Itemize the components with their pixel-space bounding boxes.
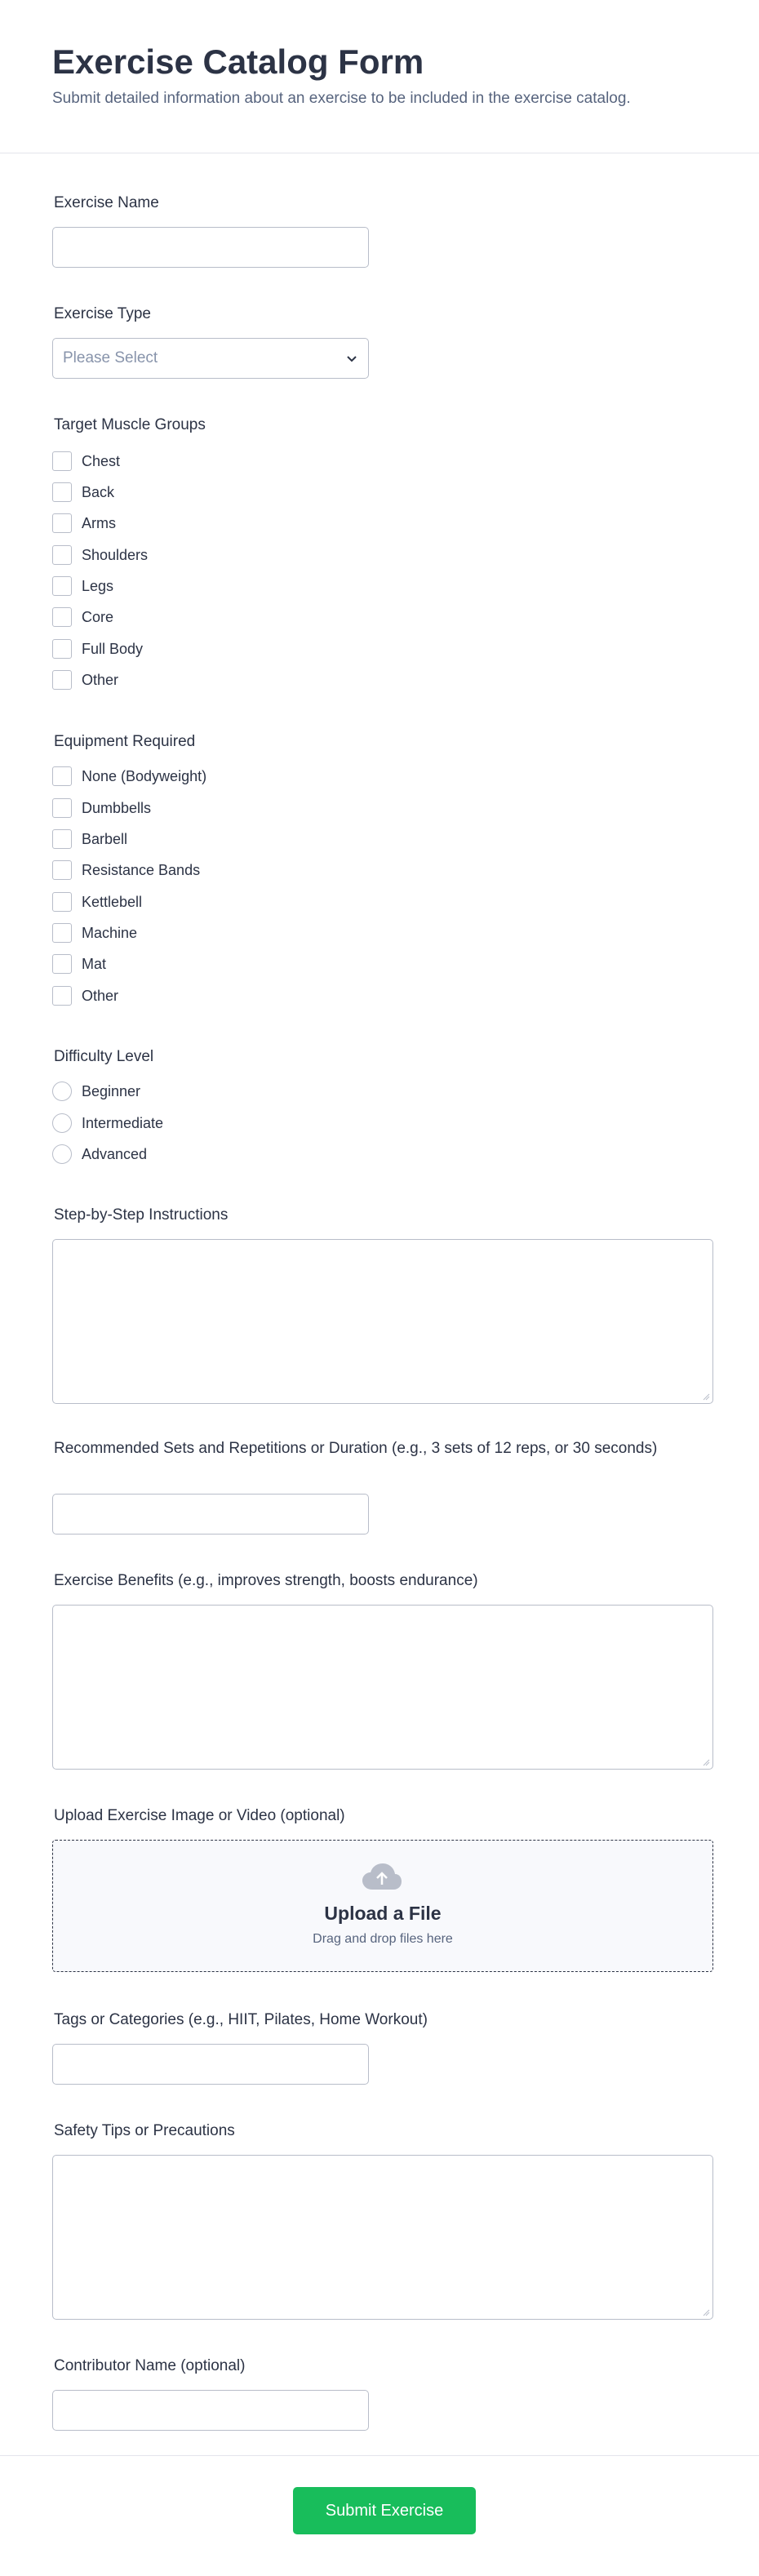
tags-label: Tags or Categories (e.g., HIIT, Pilates, Home Workout) <box>54 2011 428 2028</box>
checkbox[interactable] <box>52 639 72 659</box>
checkbox-option[interactable] <box>52 575 113 597</box>
page-subtitle: Submit detailed information about an exercise to be included in the exercise catalog. <box>52 90 631 107</box>
page-title: Exercise Catalog Form <box>52 42 424 81</box>
cloud-upload-icon <box>361 1862 403 1891</box>
exercise-name-input[interactable] <box>52 227 369 268</box>
radio-label: Beginner <box>82 1082 141 1099</box>
checkbox[interactable] <box>52 798 72 818</box>
field-benefits <box>54 1570 715 1592</box>
resize-grip-icon[interactable] <box>702 1392 710 1401</box>
checkbox-label: None (Bodyweight) <box>82 767 207 784</box>
checkbox-option[interactable] <box>52 544 148 566</box>
checkbox-label: Kettlebell <box>82 893 143 910</box>
checkbox[interactable] <box>52 829 72 849</box>
radio-option[interactable] <box>52 1144 147 1165</box>
safety-label: Safety Tips or Precautions <box>54 2122 235 2139</box>
submit-button[interactable]: Submit Exercise <box>293 2487 476 2534</box>
radio-label: Advanced <box>82 1145 148 1162</box>
benefits-label: Exercise Benefits (e.g., improves strength, boosts endurance) <box>54 1572 478 1589</box>
checkbox[interactable] <box>52 766 72 786</box>
field-muscle-groups <box>54 415 715 688</box>
checkbox-option[interactable] <box>52 638 143 660</box>
checkbox[interactable] <box>52 923 72 943</box>
checkbox-label: Full Body <box>82 640 144 657</box>
checkbox-option[interactable] <box>52 922 137 944</box>
resize-grip-icon[interactable] <box>702 2308 710 2316</box>
field-equipment <box>54 731 715 1004</box>
instructions-label: Step-by-Step Instructions <box>54 1206 229 1224</box>
checkbox-option[interactable] <box>52 669 118 691</box>
field-safety <box>54 2121 715 2142</box>
checkbox[interactable] <box>52 607 72 627</box>
radio-option[interactable] <box>52 1081 140 1102</box>
field-instructions <box>54 1205 715 1226</box>
checkbox-label: Legs <box>82 577 114 594</box>
field-upload <box>54 1805 715 1946</box>
resize-grip-icon[interactable] <box>702 1758 710 1766</box>
contributor-label: Contributor Name (optional) <box>54 2357 246 2374</box>
field-sets-reps <box>54 1438 674 1459</box>
checkbox-option[interactable] <box>52 828 127 850</box>
checkbox-option[interactable] <box>52 985 118 1006</box>
checkbox[interactable] <box>52 892 72 912</box>
exercise-type-placeholder: Please Select <box>63 349 158 366</box>
upload-subtitle: Drag and drop files here <box>313 1932 453 1946</box>
checkbox-label: Chest <box>82 452 121 469</box>
tags-input[interactable] <box>52 2044 369 2085</box>
checkbox[interactable] <box>52 986 72 1006</box>
checkbox-option[interactable] <box>52 859 200 881</box>
checkbox[interactable] <box>52 670 72 690</box>
radio-button[interactable] <box>52 1081 72 1101</box>
checkbox-label: Back <box>82 483 115 500</box>
file-upload-dropzone[interactable] <box>52 1840 713 1972</box>
field-difficulty <box>54 1046 715 1162</box>
checkbox-option[interactable] <box>52 451 120 472</box>
contributor-input[interactable] <box>52 2390 369 2431</box>
radio-option[interactable] <box>52 1113 163 1134</box>
checkbox-label: Shoulders <box>82 546 149 563</box>
equipment-label: Equipment Required <box>54 733 196 750</box>
checkbox[interactable] <box>52 482 72 502</box>
field-exercise-type <box>54 304 715 366</box>
checkbox[interactable] <box>52 545 72 565</box>
field-exercise-name <box>54 193 715 214</box>
upload-title: Upload a File <box>324 1903 442 1924</box>
field-tags <box>54 2010 715 2031</box>
exercise-type-select[interactable] <box>52 338 369 379</box>
checkbox[interactable] <box>52 860 72 880</box>
checkbox-label: Other <box>82 671 119 688</box>
checkbox[interactable] <box>52 451 72 471</box>
instructions-textarea[interactable] <box>52 1239 713 1404</box>
checkbox[interactable] <box>52 954 72 974</box>
checkbox-option[interactable] <box>52 797 151 819</box>
checkbox-label: Core <box>82 608 114 625</box>
checkbox-option[interactable] <box>52 891 142 913</box>
sets-reps-input[interactable] <box>52 1494 369 1534</box>
checkbox-label: Barbell <box>82 830 128 847</box>
muscle-groups-label: Target Muscle Groups <box>54 416 206 433</box>
checkbox-option[interactable] <box>52 482 114 503</box>
checkbox-option[interactable] <box>52 766 206 787</box>
field-contributor <box>54 2356 715 2377</box>
form-footer <box>0 2455 759 2576</box>
sets-reps-label: Recommended Sets and Repetitions or Duration (e.g., 3 sets of 12 reps, or 30 seconds) <box>54 1440 658 1457</box>
radio-button[interactable] <box>52 1144 72 1164</box>
checkbox-label: Machine <box>82 924 138 941</box>
checkbox-label: Mat <box>82 955 107 972</box>
checkbox[interactable] <box>52 576 72 596</box>
benefits-textarea[interactable] <box>52 1605 713 1770</box>
safety-textarea[interactable] <box>52 2155 713 2320</box>
checkbox-option[interactable] <box>52 513 116 534</box>
checkbox-option[interactable] <box>52 606 113 628</box>
radio-label: Intermediate <box>82 1114 164 1131</box>
exercise-type-label: Exercise Type <box>54 305 151 322</box>
checkbox-option[interactable] <box>52 953 106 975</box>
checkbox[interactable] <box>52 513 72 533</box>
checkbox-label: Other <box>82 987 119 1004</box>
radio-button[interactable] <box>52 1113 72 1133</box>
checkbox-label: Resistance Bands <box>82 861 201 878</box>
checkbox-label: Arms <box>82 514 116 531</box>
chevron-down-icon <box>345 352 358 365</box>
difficulty-label: Difficulty Level <box>54 1048 154 1065</box>
checkbox-label: Dumbbells <box>82 799 152 816</box>
upload-label: Upload Exercise Image or Video (optional) <box>54 1807 345 1824</box>
form-header <box>0 0 759 153</box>
exercise-name-label: Exercise Name <box>54 194 159 211</box>
